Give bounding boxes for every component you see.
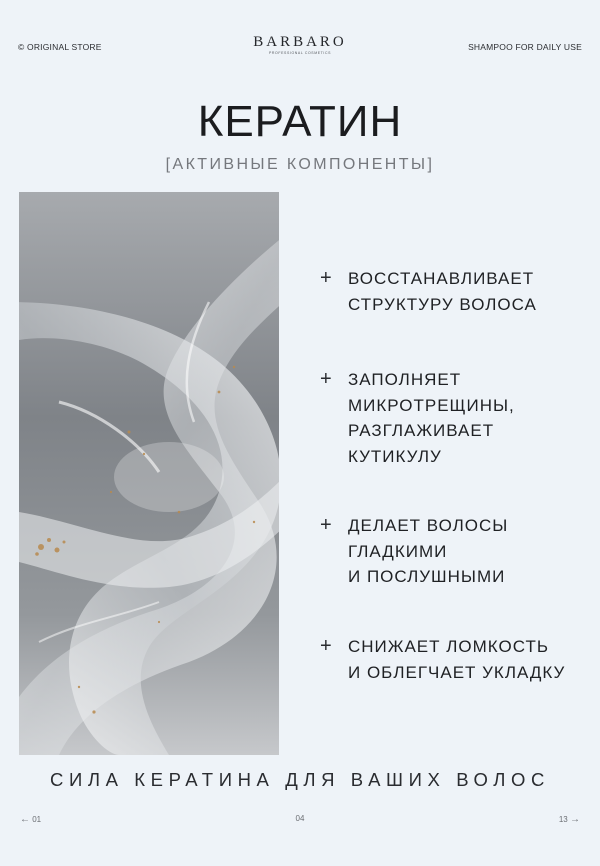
brand-logo[interactable] <box>253 34 347 55</box>
plus-icon: + <box>320 267 333 289</box>
product-label: SHAMPOO FOR DAILY USE <box>468 42 582 52</box>
plus-icon: + <box>320 368 333 390</box>
plus-icon: + <box>320 635 333 657</box>
next-page-number: 13 <box>558 815 568 824</box>
benefit-line: ВОССТАНАВЛИВАЕТ <box>348 269 535 288</box>
keratin-strands-illustration <box>19 192 279 755</box>
arrow-left-icon: ← <box>20 814 30 825</box>
keratin-image <box>19 192 279 755</box>
brand-subtitle: PROFESSIONAL COSMETICS <box>268 51 332 55</box>
benefit-line: И ПОСЛУШНЫМИ <box>348 567 506 586</box>
page-subtitle: [АКТИВНЫЕ КОМПОНЕНТЫ] <box>165 156 435 173</box>
benefit-item <box>320 367 515 469</box>
benefit-item <box>320 266 537 317</box>
benefit-line: РАЗГЛАЖИВАЕТ <box>348 421 495 440</box>
benefit-item <box>320 634 565 685</box>
benefit-line: И ОБЛЕГЧАЕТ УКЛАДКУ <box>348 662 566 682</box>
benefit-line: МИКРОТРЕЩИНЫ, <box>348 395 515 415</box>
top-bar <box>18 34 582 64</box>
arrow-right-icon: → <box>570 814 580 825</box>
benefit-line: ДЕЛАЕТ ВОЛОСЫ <box>348 516 509 535</box>
current-page-number: 04 <box>295 814 305 823</box>
prev-page-number: 01 <box>32 815 42 824</box>
benefit-line: ЗАПОЛНЯЕТ <box>348 370 462 389</box>
benefit-line: СТРУКТУРУ ВОЛОСА <box>348 294 537 314</box>
prev-page-link[interactable] <box>20 814 41 825</box>
benefit-line: СНИЖАЕТ ЛОМКОСТЬ <box>348 637 549 656</box>
plus-icon: + <box>320 514 333 536</box>
store-label: © ORIGINAL STORE <box>18 42 102 52</box>
pagination <box>20 814 580 828</box>
next-page-link[interactable] <box>559 814 580 825</box>
page-title: КЕРАТИН <box>197 97 403 146</box>
benefit-line: КУТИКУЛУ <box>348 446 442 466</box>
tagline: СИЛА КЕРАТИНА ДЛЯ ВАШИХ ВОЛОС <box>50 769 550 790</box>
brand-name: BARBARO <box>253 34 347 50</box>
benefit-line: ГЛАДКИМИ <box>348 541 448 561</box>
benefit-item <box>320 513 508 590</box>
